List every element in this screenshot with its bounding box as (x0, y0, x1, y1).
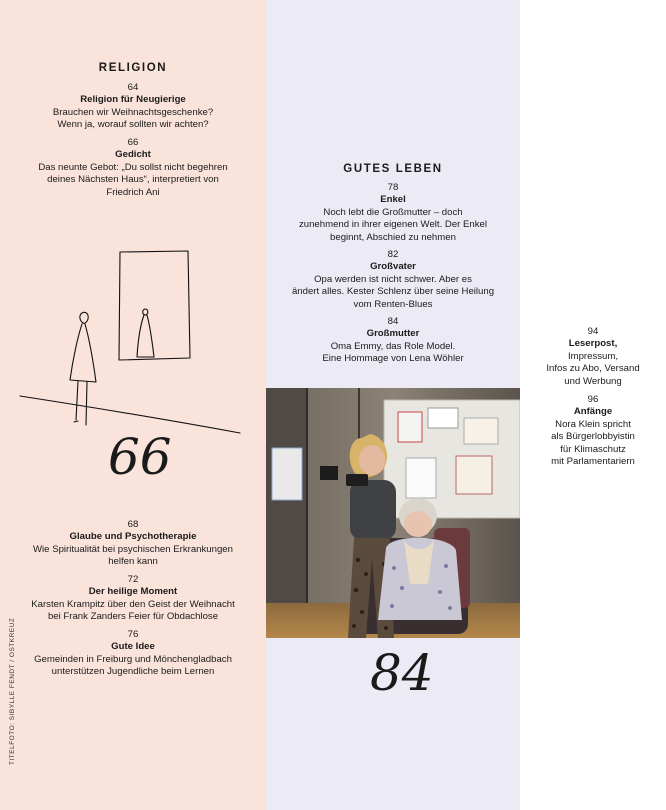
entry-description: Wie Spiritualität bei psychischen Erkrankungen (33, 543, 233, 555)
entry-headline: Großvater (370, 261, 416, 273)
entry-description: Brauchen wir Weihnachtsgeschenke? (52, 106, 214, 118)
entry-description: helfen kann (108, 556, 158, 568)
entry-description: ändert alles. Kester Schlenz über seine Heilung (291, 286, 495, 298)
page-number: 78 (387, 182, 399, 193)
page-number: 72 (127, 574, 139, 585)
entry-description: Gemeinden in Freiburg und Mönchengladbach (34, 653, 232, 665)
entry-headline: Großmutter (366, 328, 420, 340)
entry-description: Friedrich Ani (106, 186, 160, 198)
entry-headline: Gute Idee (111, 641, 155, 653)
entry-description: zunehmend in ihrer eigenen Welt. Der Enkel (298, 219, 488, 231)
entry-description: Noch lebt die Großmutter – doch (323, 206, 463, 218)
page-number-large: 66 (108, 428, 172, 486)
toc-entry-68[interactable] (0, 519, 266, 569)
entry-description: Impressum, (567, 350, 619, 362)
section-title-gutes-leben: GUTES LEBEN (343, 163, 443, 175)
entry-description: für Klimaschutz (560, 443, 626, 455)
entry-headline: Religion für Neugierige (80, 94, 186, 106)
entry-headline: Glaube und Psychotherapie (69, 531, 197, 543)
entry-description: vom Renten-Blues (353, 298, 433, 310)
entry-headline: Enkel (380, 194, 406, 206)
entry-headline: Anfänge (573, 406, 613, 418)
page-number: 76 (127, 629, 139, 640)
entry-description: deines Nächsten Haus“, interpretiert von (47, 174, 219, 186)
entry-description: beginnt, Abschied zu nehmen (330, 231, 456, 243)
toc-entry-82[interactable] (266, 249, 520, 311)
entry-headline: Leserpost, (568, 338, 618, 350)
toc-entry-72[interactable] (0, 574, 266, 624)
toc-entry-96[interactable] (520, 394, 666, 468)
entry-description: und Werbung (564, 375, 622, 387)
entry-description: Das neunte Gebot: „Du sollst nicht begehren (38, 161, 228, 173)
photo-credit: TITELFOTO: SIBYLLE FENDT / OSTKREUZ (9, 617, 16, 765)
page-number: 68 (127, 519, 139, 530)
entry-description: Wenn ja, worauf sollten wir achten? (57, 119, 209, 131)
toc-entry-84[interactable] (266, 316, 520, 366)
entry-description: Eine Hommage von Lena Wöhler (322, 353, 464, 365)
entry-description: Oma Emmy, das Role Model. (330, 340, 456, 352)
page-number-large: 84 (370, 644, 434, 702)
entry-description: unterstützen Jugendliche beim Lernen (51, 666, 215, 678)
toc-entry-66[interactable] (0, 137, 266, 199)
entry-headline: Der heilige Moment (88, 586, 178, 598)
toc-entry-78[interactable] (266, 182, 520, 244)
page-number: 84 (387, 316, 399, 327)
elevator-photo (266, 388, 520, 638)
section-title-religion: RELIGION (98, 62, 168, 74)
entry-description: bei Frank Zanders Feier für Obdachlose (47, 611, 219, 623)
page-number: 82 (387, 249, 399, 260)
entry-description: Karsten Krampitz über den Geist der Weihnacht (31, 598, 235, 610)
entry-headline: Gedicht (115, 149, 151, 161)
entry-description: Infos zu Abo, Versand (546, 363, 640, 375)
poem-illustration (18, 240, 248, 440)
toc-entry-76[interactable] (0, 629, 266, 679)
entry-description: Nora Klein spricht (555, 418, 631, 430)
toc-entry-64[interactable] (0, 82, 266, 132)
page-number: 66 (127, 137, 139, 148)
toc-entry-94[interactable] (520, 326, 666, 388)
page-number: 96 (587, 394, 599, 405)
entry-description: als Bürgerlobbyistin (551, 431, 635, 443)
page-number: 64 (127, 82, 139, 93)
entry-description: Opa werden ist nicht schwer. Aber es (314, 273, 472, 285)
entry-description: mit Parlamentariern (551, 456, 635, 468)
page-number: 94 (587, 326, 599, 337)
